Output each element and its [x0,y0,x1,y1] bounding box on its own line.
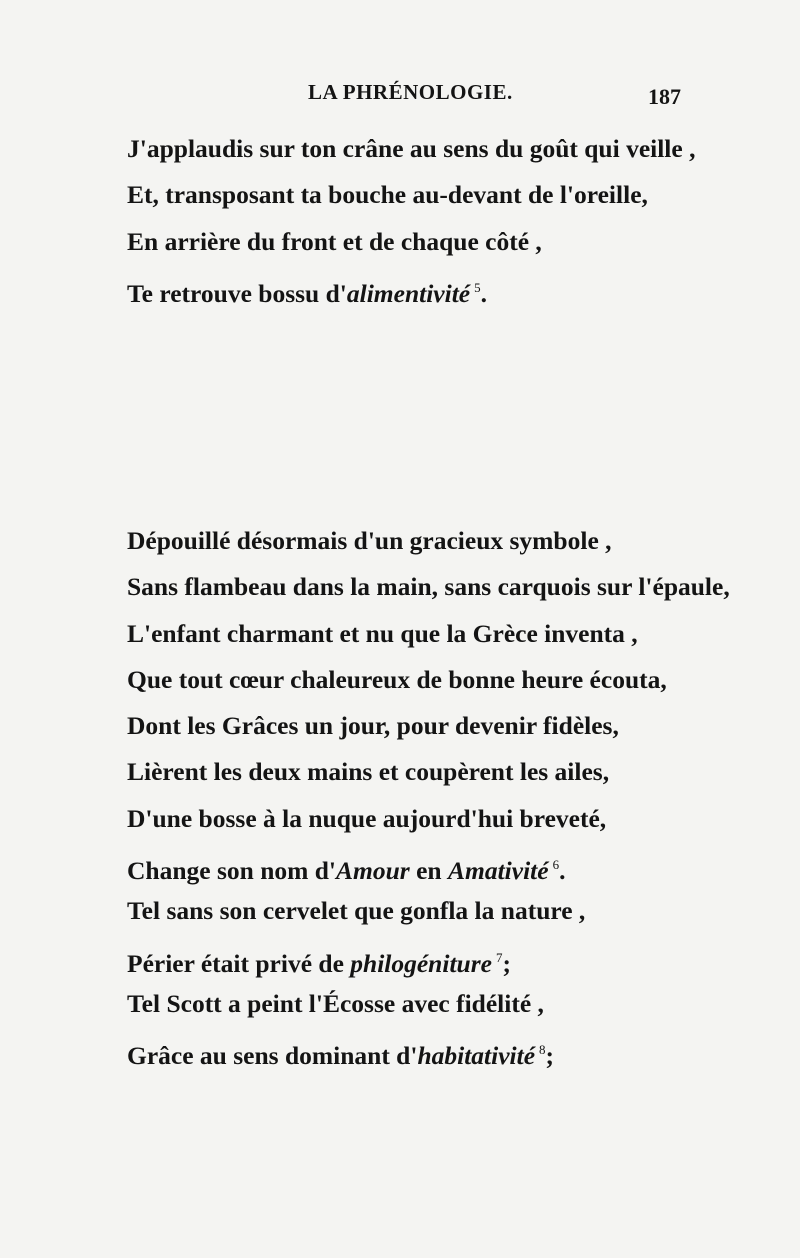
verse-text: Tel sans son cervelet que gonfla la nature , [127,896,586,926]
running-head: LA PHRÉNOLOGIE. [308,80,513,104]
verse-text: Grâce au sens dominant d' [127,1041,418,1071]
italic-term: Amativité [447,856,549,886]
verse-line [127,564,730,610]
verse-line [127,981,730,1027]
verse-line [127,796,730,842]
stanza-2 [127,518,730,1074]
verse-text: J'applaudis sur ton crâne au sens du goût qui veille , [127,134,696,163]
verse-text: Change son nom d' [127,856,337,886]
italic-term: Amour [336,856,410,886]
footnote-ref: 6 [552,857,560,873]
verse-text: Dont les Grâces un jour, pour devenir fidèles, [127,711,619,741]
verse-line [127,888,730,934]
verse-line [127,518,730,564]
verse-punct: ; [545,1041,555,1071]
verse-line [127,172,695,218]
verse-line [127,1027,730,1073]
verse-line [127,611,730,657]
italic-term: philogéniture [350,948,492,978]
verse-text: Périer était privé de [127,948,351,978]
verse-text: En arrière du front et de chaque côté , [127,226,542,256]
verse-punct: . [559,856,566,886]
verse-text: Dépouillé désormais d'un gracieux symbole , [127,526,612,555]
verse-text: Te retrouve bossu d' [127,278,347,308]
footnote-ref: 8 [539,1042,546,1058]
verse-punct: ; [502,948,511,978]
verse-line [127,219,695,265]
verse-line [127,749,730,795]
verse-punct: . [480,278,487,308]
verse-text: Sans flambeau dans la main, sans carquois sur l'épaule, [127,572,730,602]
italic-term: alimentivité [346,278,471,308]
verse-text: D'une bosse à la nuque aujourd'hui breveté, [127,803,607,833]
verse-text: L'enfant charmant et nu que la Grèce inventa , [127,618,638,648]
verse-line [127,657,730,703]
verse-line [127,126,695,172]
footnote-ref: 7 [495,949,503,965]
verse-text: Lièrent les deux mains et coupèrent les ailes, [127,757,610,787]
page-number: 187 [648,84,681,109]
verse-text: Que tout cœur chaleureux de bonne heure écouta, [127,664,667,694]
footnote-ref: 5 [474,279,481,295]
verse-line [127,265,695,311]
italic-term: habitativité [417,1041,536,1071]
verse-line [127,935,730,981]
verse-text: Tel Scott a peint l'Écosse avec fidélité , [127,988,544,1018]
verse-text: Et, transposant ta bouche au-devant de l'oreille, [127,180,648,210]
verse-line [127,842,730,888]
verse-text: en [409,856,448,886]
stanza-1 [127,126,695,311]
verse-line [127,703,730,749]
